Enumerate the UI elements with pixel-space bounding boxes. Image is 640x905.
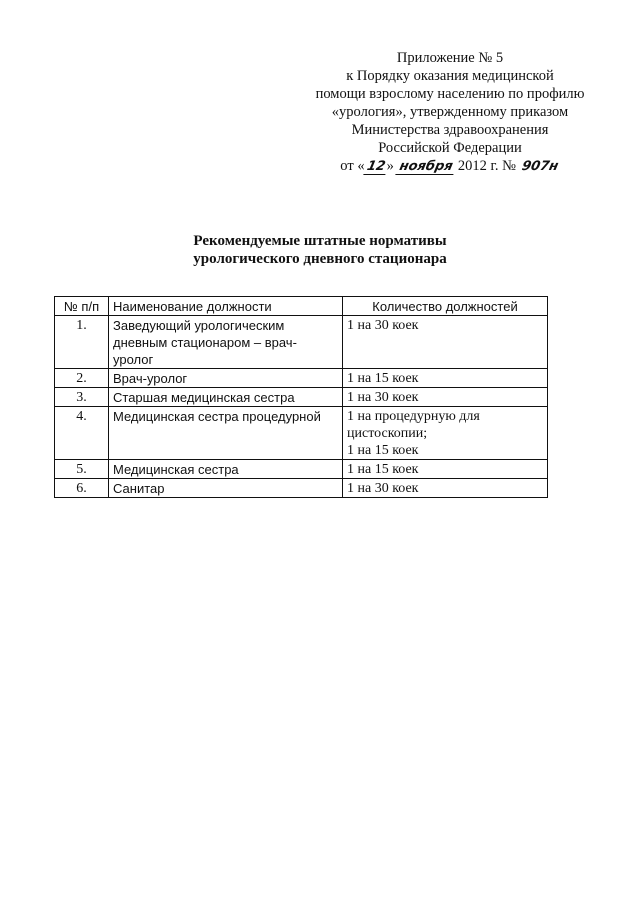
handwritten-month: ноября	[395, 159, 456, 175]
row-number: 5.	[55, 460, 109, 479]
table-header-row	[55, 297, 548, 316]
handwritten-order-number: 907н	[519, 159, 560, 174]
count-line: 1 на 15 коек	[347, 443, 419, 458]
position-line: уролог	[113, 352, 154, 367]
appendix-line: к Порядку оказания медицинской	[346, 68, 554, 84]
row-position	[109, 316, 343, 369]
date-quote-close: »	[386, 158, 394, 174]
position-line: Врач-уролог	[113, 371, 188, 386]
position-line: Заведующий урологическим	[113, 318, 285, 333]
count-line: 1 на 30 коек	[347, 390, 419, 405]
header-position: Наименование должности	[109, 297, 343, 316]
title-line-2: урологического дневного стационара	[193, 251, 447, 267]
document-title	[0, 232, 640, 268]
row-number: 2.	[55, 369, 109, 388]
table-row	[55, 460, 548, 479]
handwritten-day: 12	[363, 159, 388, 175]
count-line: 1 на 30 коек	[347, 318, 419, 333]
row-count	[343, 369, 548, 388]
position-line: Старшая медицинская сестра	[113, 390, 295, 405]
position-line: Санитар	[113, 481, 165, 496]
table-row	[55, 369, 548, 388]
row-count	[343, 316, 548, 369]
row-number: 4.	[55, 407, 109, 460]
count-line: 1 на 30 коек	[347, 481, 419, 496]
position-line: Медицинская сестра процедурной	[113, 409, 321, 424]
row-count	[343, 460, 548, 479]
appendix-line: Российской Федерации	[378, 140, 522, 156]
header-number: № п/п	[55, 297, 109, 316]
position-line: дневным стационаром – врач-	[113, 335, 297, 350]
table-row	[55, 479, 548, 498]
count-line: 1 на 15 коек	[347, 462, 419, 477]
row-position	[109, 460, 343, 479]
appendix-line: Министерства здравоохранения	[351, 122, 549, 138]
appendix-header	[300, 49, 600, 175]
row-count	[343, 407, 548, 460]
appendix-line: «урология», утвержденному приказом	[331, 104, 569, 120]
appendix-line: Приложение № 5	[396, 50, 504, 66]
date-year: 2012 г. №	[457, 158, 516, 174]
row-position	[109, 388, 343, 407]
row-number: 3.	[55, 388, 109, 407]
count-line: 1 на процедурную для	[347, 409, 480, 424]
row-position	[109, 369, 343, 388]
title-line-1: Рекомендуемые штатные нормативы	[193, 233, 447, 249]
table-row	[55, 388, 548, 407]
count-line: цистоскопии;	[347, 426, 428, 441]
row-position	[109, 479, 343, 498]
row-position	[109, 407, 343, 460]
staffing-table	[54, 296, 548, 498]
count-line: 1 на 15 коек	[347, 371, 419, 386]
row-count	[343, 479, 548, 498]
table-row	[55, 407, 548, 460]
appendix-line: помощи взрослому населению по профилю	[315, 86, 585, 102]
table-row	[55, 316, 548, 369]
order-date-line	[300, 157, 600, 175]
header-count: Количество должностей	[343, 297, 548, 316]
row-number: 1.	[55, 316, 109, 369]
row-number: 6.	[55, 479, 109, 498]
position-line: Медицинская сестра	[113, 462, 239, 477]
date-prefix: от «	[340, 158, 365, 174]
row-count	[343, 388, 548, 407]
